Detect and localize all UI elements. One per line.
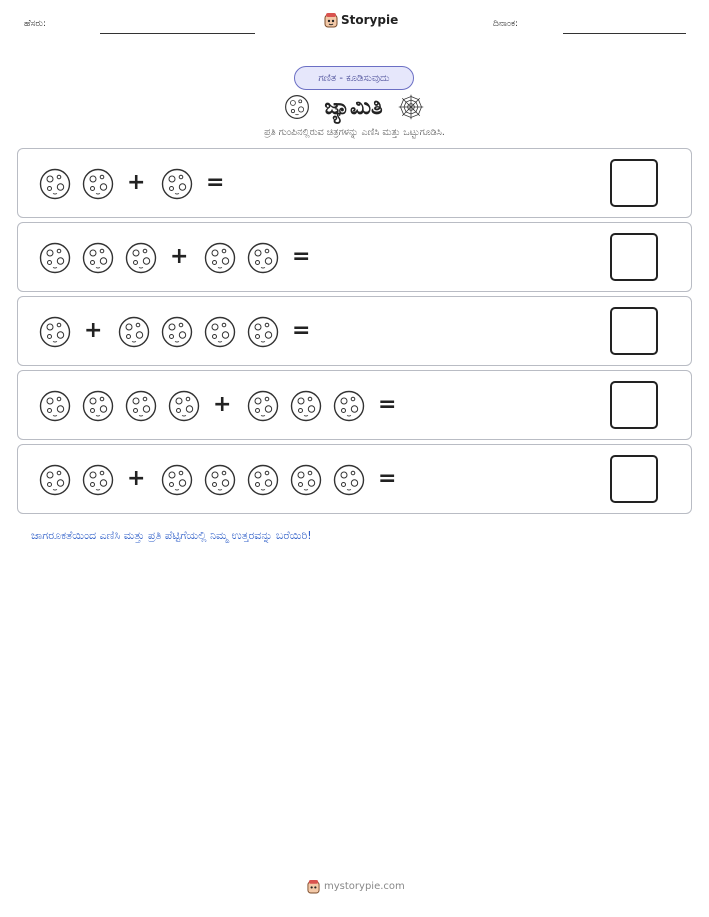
moon-icon [247,390,279,422]
footer-url: mystorypie.com [324,881,405,892]
moon-icon [284,94,310,120]
brand-name: Storypie [341,13,399,27]
plus-sign: + [213,392,232,417]
equals-sign: = [292,318,311,343]
page-title: ಜ್ಯಾಮಿತಿ [324,94,383,120]
footnote: ಜಾಗರೂಕತೆಯಿಂದ ಎಣಿಸಿ ಮತ್ತು ಪ್ರತಿ ಪೆಟ್ಟಿಗೆಯಲ್ಲಿ ನಿಮ್ಮ ಉತ್ತರವನ್ನು ಬರೆಯಿರಿ! [31,529,312,542]
moon-icon [161,168,193,200]
answer-box[interactable] [610,159,658,207]
topic-pill: ಗಣಿತ - ಕೂಡಿಸುವುದು [294,66,414,90]
moon-icon [247,316,279,348]
date-field[interactable] [563,33,686,34]
equals-sign: = [206,170,225,195]
answer-box[interactable] [610,381,658,429]
answer-box[interactable] [610,307,658,355]
plus-sign: + [127,170,146,195]
name-field[interactable] [100,33,255,34]
plus-sign: + [84,318,103,343]
date-label: ದಿನಾಂಕ: [493,19,519,29]
moon-icon [161,464,193,496]
moon-icon [125,242,157,274]
moon-icon [204,242,236,274]
plus-sign: + [170,244,189,269]
title-row [0,91,709,123]
moon-icon [39,242,71,274]
moon-icon [247,242,279,274]
moon-icon [39,464,71,496]
answer-box[interactable] [610,455,658,503]
moon-icon [82,464,114,496]
footer [307,879,405,894]
problem-row-4 [17,370,692,440]
equals-sign: = [378,466,397,491]
brand-logo [324,12,398,28]
answer-box[interactable] [610,233,658,281]
moon-icon [247,464,279,496]
moon-icon [39,390,71,422]
moon-icon [290,390,322,422]
moon-icon [204,464,236,496]
plus-sign: + [127,466,146,491]
moon-icon [333,390,365,422]
moon-icon [118,316,150,348]
spiderweb-icon [397,93,425,121]
moon-icon [333,464,365,496]
moon-icon [168,390,200,422]
moon-icon [204,316,236,348]
moon-icon [125,390,157,422]
moon-icon [82,168,114,200]
storypie-logo-icon [324,12,338,28]
moon-icon [39,168,71,200]
storypie-logo-icon [307,879,320,894]
instructions: ಪ್ರತಿ ಗುಂಪಿನಲ್ಲಿರುವ ಚಿತ್ರಗಳನ್ನು ಎಣಿಸಿ ಮತ್ತು ಒಟ್ಟುಗೂಡಿಸಿ. [264,127,445,138]
moon-icon [82,390,114,422]
problem-row-2 [17,222,692,292]
problem-row-3 [17,296,692,366]
equals-sign: = [292,244,311,269]
moon-icon [39,316,71,348]
problem-row-5 [17,444,692,514]
moon-icon [290,464,322,496]
name-label: ಹೆಸರು: [24,19,47,29]
moon-icon [82,242,114,274]
equals-sign: = [378,392,397,417]
problem-row-1 [17,148,692,218]
moon-icon [161,316,193,348]
